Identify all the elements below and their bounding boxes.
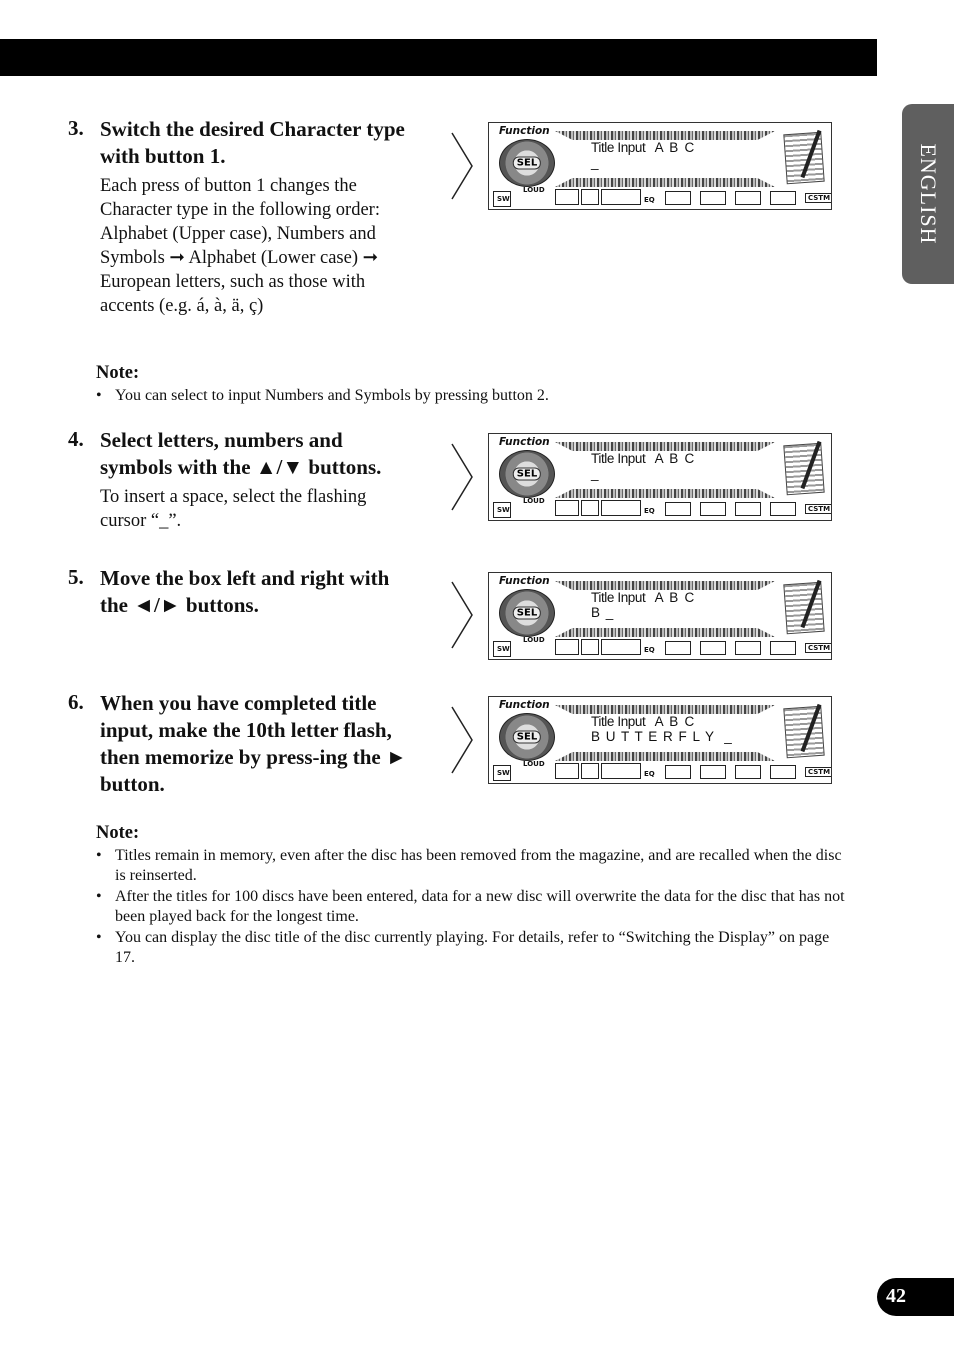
lcd-indicator-row [489, 187, 831, 210]
step-body: To insert a space, select the flashing cursor “_”. [100, 487, 367, 531]
lcd-line-1: Title Input A B C [591, 451, 694, 466]
lcd-pattern-band [555, 131, 775, 140]
sw-label: SW [497, 769, 510, 777]
step-body: Each press of button 1 changes the Character type in the following order: [100, 176, 380, 220]
chevron-right-icon [450, 705, 474, 775]
chevron-right-icon [450, 131, 474, 201]
language-tab [902, 104, 954, 284]
lcd-line-2: B U T T E R F L Y _ [591, 729, 733, 744]
sel-label: SEL [513, 731, 541, 744]
eq-curve-icon [700, 191, 726, 205]
bracket-icon [555, 763, 579, 779]
speaker-icon [493, 765, 511, 781]
lcd-line-1: Title Input A B C [591, 590, 694, 605]
note-item: • After the titles for 100 discs have been entered, data for a new disc will overwrite the data for the disc that has not been played back for the longest time. [96, 887, 846, 927]
bracket-icon [581, 763, 599, 779]
bracket-icon [555, 639, 579, 655]
eq-label: EQ [644, 196, 655, 204]
loud-label: LOUD [523, 497, 545, 505]
note-list [96, 386, 846, 407]
lcd-indicator-row [489, 637, 831, 660]
lcd-line-2: _ [591, 155, 600, 170]
lcd-display [488, 572, 832, 660]
bracket-icon [601, 500, 641, 516]
page-number: 42 [886, 1285, 906, 1307]
lcd-pattern-band [555, 581, 775, 590]
chevron-right-icon [450, 580, 474, 650]
lcd-display [488, 122, 832, 210]
eq-curve-icon [735, 765, 761, 779]
speaker-icon [493, 191, 511, 207]
bracket-icon [555, 189, 579, 205]
sel-label: SEL [513, 468, 541, 481]
eq-curve-icon [700, 502, 726, 516]
lcd-pattern-band [555, 489, 775, 498]
loud-label: LOUD [523, 186, 545, 194]
step-6 [68, 690, 408, 798]
sel-knob-icon [499, 713, 555, 761]
bracket-icon [601, 763, 641, 779]
bracket-icon [581, 639, 599, 655]
language-tab-label: ENGLISH [916, 143, 941, 245]
note-heading: Note: [96, 823, 140, 843]
lcd-line-1: Title Input A B C [591, 140, 694, 155]
page-number-badge [877, 1278, 954, 1316]
step-4 [68, 427, 408, 533]
eq-curve-icon [665, 765, 691, 779]
eq-curve-icon [700, 765, 726, 779]
cstm-label: CSTM [805, 643, 832, 653]
lcd-line-2: _ [591, 466, 600, 481]
step-number: 5. [68, 565, 84, 589]
sel-label: SEL [513, 157, 541, 170]
step-title: Move the box left and right with the ◄/► buttons. [100, 566, 390, 617]
sel-knob-icon [499, 589, 555, 637]
eq-label: EQ [644, 770, 655, 778]
function-label: Function [499, 575, 550, 587]
eq-curve-icon [770, 765, 796, 779]
step-body-order: Alphabet (Upper case), Numbers and Symbols ➞ Alphabet (Lower case) ➞ European letters, such as those with accents (e.g. á, à, ä, ç) [100, 224, 379, 316]
function-label: Function [499, 125, 550, 137]
lcd-line-1: Title Input A B C [591, 714, 694, 729]
chevron-right-icon [450, 442, 474, 512]
eq-curve-icon [735, 191, 761, 205]
eq-label: EQ [644, 646, 655, 654]
lcd-display [488, 696, 832, 784]
cstm-label: CSTM [805, 767, 832, 777]
lcd-pattern-band [555, 178, 775, 187]
sel-knob-icon [499, 139, 555, 187]
header-bar [0, 39, 877, 76]
note-list [96, 846, 846, 969]
eq-curve-icon [700, 641, 726, 655]
note-item: • You can display the disc title of the disc currently playing. For details, refer to “Switching the Display” on page 17. [96, 928, 846, 968]
sw-label: SW [497, 506, 510, 514]
step-title: When you have completed title input, make the 10th letter flash, then memorize by press-ing the ► button. [100, 691, 407, 796]
speaker-icon [493, 641, 511, 657]
lcd-display [488, 433, 832, 521]
sw-label: SW [497, 195, 510, 203]
lcd-pattern-band [555, 442, 775, 451]
sel-knob-icon [499, 450, 555, 498]
function-label: Function [499, 699, 550, 711]
note-item: • You can select to input Numbers and Symbols by pressing button 2. [96, 386, 846, 406]
step-number: 4. [68, 427, 84, 451]
step-3 [68, 116, 408, 318]
eq-curve-icon [665, 641, 691, 655]
step-number: 6. [68, 690, 84, 714]
loud-label: LOUD [523, 636, 545, 644]
bracket-icon [581, 189, 599, 205]
eq-curve-icon [735, 502, 761, 516]
cstm-label: CSTM [805, 193, 832, 203]
bracket-icon [601, 189, 641, 205]
sw-label: SW [497, 645, 510, 653]
bracket-icon [581, 500, 599, 516]
sel-label: SEL [513, 607, 541, 620]
eq-curve-icon [665, 502, 691, 516]
step-title: Switch the desired Character type with button 1. [100, 117, 405, 168]
bracket-icon [555, 500, 579, 516]
loud-label: LOUD [523, 760, 545, 768]
eq-label: EQ [644, 507, 655, 515]
eq-curve-icon [770, 641, 796, 655]
note-heading: Note: [96, 363, 140, 383]
lcd-line-2: B _ [591, 605, 615, 620]
step-5 [68, 565, 408, 619]
eq-curve-icon [665, 191, 691, 205]
lcd-pattern-band [555, 752, 775, 761]
lcd-pattern-band [555, 705, 775, 714]
bracket-icon [601, 639, 641, 655]
lcd-pattern-band [555, 628, 775, 637]
cstm-label: CSTM [805, 504, 832, 514]
lcd-indicator-row [489, 761, 831, 784]
step-title: Select letters, numbers and symbols with the ▲/▼ buttons. [100, 428, 382, 479]
function-label: Function [499, 436, 550, 448]
lcd-indicator-row [489, 498, 831, 521]
speaker-icon [493, 502, 511, 518]
eq-curve-icon [735, 641, 761, 655]
step-number: 3. [68, 116, 84, 140]
eq-curve-icon [770, 191, 796, 205]
eq-curve-icon [770, 502, 796, 516]
note-item: • Titles remain in memory, even after the disc has been removed from the magazine, and are recalled when the disc is reinserted. [96, 846, 846, 886]
